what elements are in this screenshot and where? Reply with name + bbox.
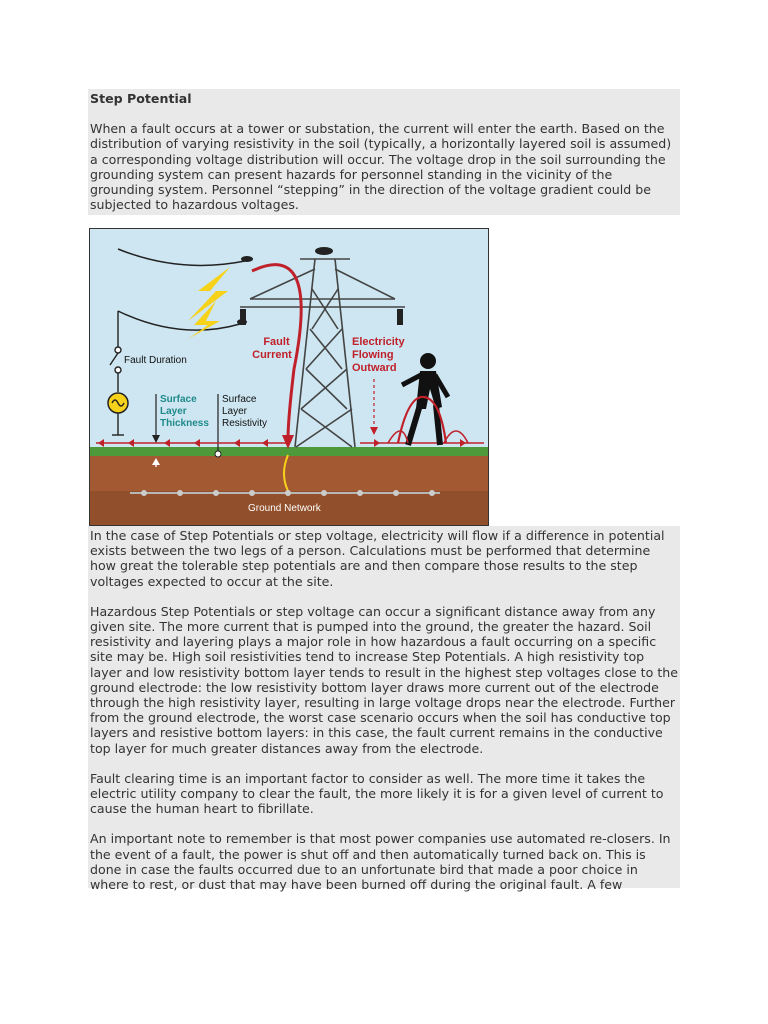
electricity-flowing-label: Electricity Flowing Outward <box>352 336 405 374</box>
body-panel <box>88 526 680 893</box>
surface-layer-thickness-label: Surface Layer Thickness <box>160 394 209 429</box>
intro-paragraph: When a fault occurs at a tower or substation, the current will enter the earth. Based on the distribution of varying resistivity in the soil (typically, a horizontally layered soil is assumed) a corresponding voltage distribution will occur. The voltage drop in the soil surrounding the grounding system can present hazards for personnel standing in the vicinity of the grounding system. Personnel “stepping” in the direction of the voltage gradient could be subjected to hazardous voltages. <box>90 121 672 213</box>
fault-current-label: Fault Current <box>252 336 292 361</box>
fault-duration-label: Fault Duration <box>124 355 187 366</box>
step-potential-diagram <box>89 228 489 526</box>
page-title: Step Potential <box>90 91 192 106</box>
surface-layer-resistivity-label: Surface Layer Resistivity <box>222 394 268 429</box>
paragraph-2: Hazardous Step Potentials or step voltage can occur a significant distance away from any given site. The more current that is pumped into the ground, the greater the hazard. Soil resistivity and layering plays a major role in how hazardous a fault occurring on a specific site may be. High soil resistivities tend to increase Step Potentials. A high resistivity top layer and low resistivity bottom layer tends to result in the highest step voltages close to the ground electrode: the low resistivity bottom layer draws more current out of the electrode through the high resistivity layer, resulting in large voltage drops near the electrode. Further from the ground electrode, the worst case scenario occurs when the soil has conductive top layers and resistive bottom layers: in this case, the fault current remains in the conductive top layer for much greater distances away from the electrode. <box>90 603 678 756</box>
ground-network-label: Ground Network <box>248 503 321 514</box>
intro-panel <box>88 89 680 215</box>
paragraph-3: Fault clearing time is an important factor to consider as well. The more time it takes the electric utility company to clear the fault, the more likely it is for a given level of current to cause the human heart to fibrillate. <box>90 770 664 817</box>
grass <box>90 447 488 456</box>
paragraph-4: An important note to remember is that most power companies use automated re-closers. In the event of a fault, the power is shut off and then automatically turned back on. This is done in case the faults occurred due to an unfortunate bird that made a poor choice in where to rest, or dust that may have been burned off during the original fault. A few <box>90 831 671 893</box>
paragraph-1: In the case of Step Potentials or step voltage, electricity will flow if a difference in potential exists between the two legs of a person. Calculations must be performed that determine how great the tolerable step potentials are and then compare those results to the step voltages expected to occur at the site. <box>90 528 665 589</box>
